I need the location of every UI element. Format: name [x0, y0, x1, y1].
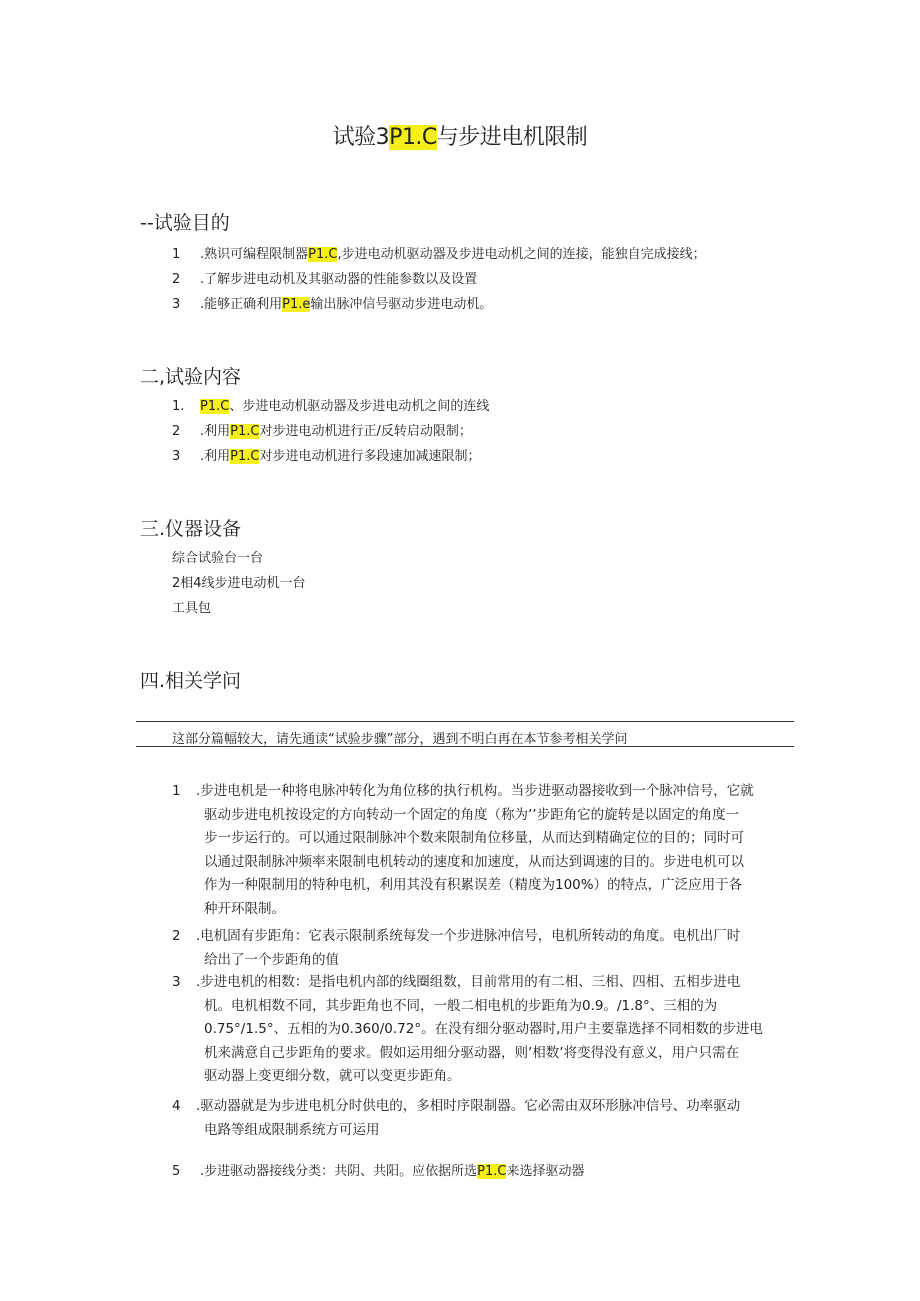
paragraph: [172, 925, 802, 972]
title-text: 试验3: [332, 125, 390, 150]
list-item-text-rest: 输出脉冲信号驱动步进电动机。: [310, 297, 493, 312]
paragraph-line: .步进电机的相数：是指电机内部的线圈组数，目前常用的有二相、三相、四相、五相步进电: [196, 974, 741, 990]
list-item-text-rest: 对步进电动机进行正/反转启动限制；: [259, 424, 472, 439]
paragraph-line: 0.75°/1.5°、五相的为0.360/0.72°。在没有细分驱动器时,用户主要靠选择不同相数的步进电: [204, 1021, 763, 1037]
note-text: 这部分篇幅较大，请先通读“试验步骤”部分，遇到不明白再在本节参考相关学问: [172, 732, 628, 747]
list-item-text: .利用: [200, 424, 231, 439]
paragraph-line: 驱动步进电机按设定的方向转动一个固定的角度（称为’’步距角它的旋转是以固定的角度一: [204, 806, 740, 823]
paragraph-line: 步一步运行的。可以通过限制脉冲个数来限制角位移量，从而达到精确定位的目的；同时可: [204, 830, 744, 846]
list-item-text: .能够正确利用: [200, 297, 283, 312]
list-item-number: 3: [172, 297, 181, 312]
paragraph-5-number: 5: [172, 1164, 181, 1179]
section-heading-1: --试验目的: [140, 212, 230, 234]
paragraph-number: 1: [172, 783, 181, 799]
paragraph-line: 给出了一个步距角的值: [204, 951, 339, 968]
paragraph-line: 作为一种限制用的特种电机，利用其没有积累误差（精度为100%）的特点，广泛应用于各: [204, 877, 743, 893]
paragraph-line: 机。电机相数不同，其步距角也不同，一般二相电机的步距角为0.9。/1.8°、三相的为: [204, 997, 718, 1014]
list-item-number: 2: [172, 272, 181, 287]
list-item: [172, 447, 480, 467]
paragraph-line: 驱动器上变更细分数，就可以变更步距角。: [204, 1068, 461, 1084]
paragraph-line: 种开环限制。: [204, 900, 285, 917]
section-heading-3: 三.仪器设备: [140, 518, 242, 540]
list-item-text: .利用: [200, 449, 231, 464]
list-item-text: .了解步进电动机及其驱动器的性能参数以及设置: [200, 272, 478, 287]
list-item-number: 1: [172, 247, 181, 262]
note-top-rule: [136, 721, 794, 722]
list-item-number: 1.: [172, 399, 185, 414]
list-item-highlight: P1.e: [282, 297, 311, 312]
list-item-text-rest: ,步进电动机驱动器及步进电动机之间的连接，能独自完成接线；: [337, 247, 706, 262]
paragraph-line: .步进电机是一种将电脉冲转化为角位移的执行机构。当步进驱动器接收到一个脉冲信号，它就: [196, 783, 754, 799]
paragraph-line: .驱动器就是为步进电机分时供电的，多相时序限制器。它必需由双环形脉冲信号、功率驱动: [196, 1098, 741, 1114]
list-item-highlight: P1.C: [230, 449, 260, 464]
section-heading-4: 四.相关学问: [140, 670, 242, 692]
paragraph-number: 4: [172, 1098, 181, 1114]
section-heading-2: 二,试验内容: [140, 366, 242, 388]
paragraph: [172, 1095, 802, 1142]
paragraph-line: 以通过限制脉冲频率来限制电机转动的速度和加速度，从而达到调速的目的。步进电机可以: [204, 853, 744, 870]
page-title: [0, 120, 920, 151]
paragraph-number: 3: [172, 974, 181, 990]
note-bottom-rule: [136, 746, 794, 747]
list-item-text-rest: 、步进电动机驱动器及步进电动机之间的连线: [229, 399, 490, 414]
equipment-item: 综合试验台一台: [172, 551, 264, 566]
equipment-item: 2相4线步进电动机一台: [172, 576, 306, 591]
paragraph-number: 2: [172, 928, 181, 944]
list-item: [172, 422, 472, 442]
list-item-number: 2: [172, 424, 181, 439]
paragraph-5-text-rest: 来选择驱动器: [506, 1164, 585, 1179]
list-item: [172, 270, 477, 290]
paragraph: [172, 971, 802, 1089]
list-item: [172, 295, 492, 315]
list-item-highlight: P1.C: [200, 399, 230, 414]
title-text-rest: 与步进电机限制: [436, 125, 588, 150]
paragraph: [172, 780, 802, 921]
paragraph-line: .电机固有步距角：它表示限制系统每发一个步进脉冲信号，电机所转动的角度。电机出厂时: [196, 928, 741, 944]
list-item: [172, 397, 489, 417]
list-item-text-rest: 对步进电动机进行多段速加减速限制；: [259, 449, 481, 464]
paragraph-line: 电路等组成限制系统方可运用: [204, 1121, 380, 1138]
list-item-number: 3: [172, 449, 181, 464]
list-item-text: .熟识可编程限制器: [200, 247, 309, 262]
list-item-highlight: P1.C: [230, 424, 260, 439]
paragraph-line: 机来满意自己步距角的要求。假如运用细分驱动器，则’相数’将变得没有意义，用户只需在: [204, 1044, 740, 1061]
paragraph-5-text: .步进驱动器接线分类：共阴、共阳。应依据所选: [200, 1164, 478, 1179]
paragraph-5-highlight: P1.C: [477, 1164, 507, 1179]
list-item-highlight: P1.C: [308, 247, 338, 262]
equipment-item: 工具包: [172, 601, 212, 616]
title-highlight: P1.C: [389, 125, 437, 150]
paragraph-5: [172, 1162, 584, 1182]
list-item: [172, 245, 706, 265]
